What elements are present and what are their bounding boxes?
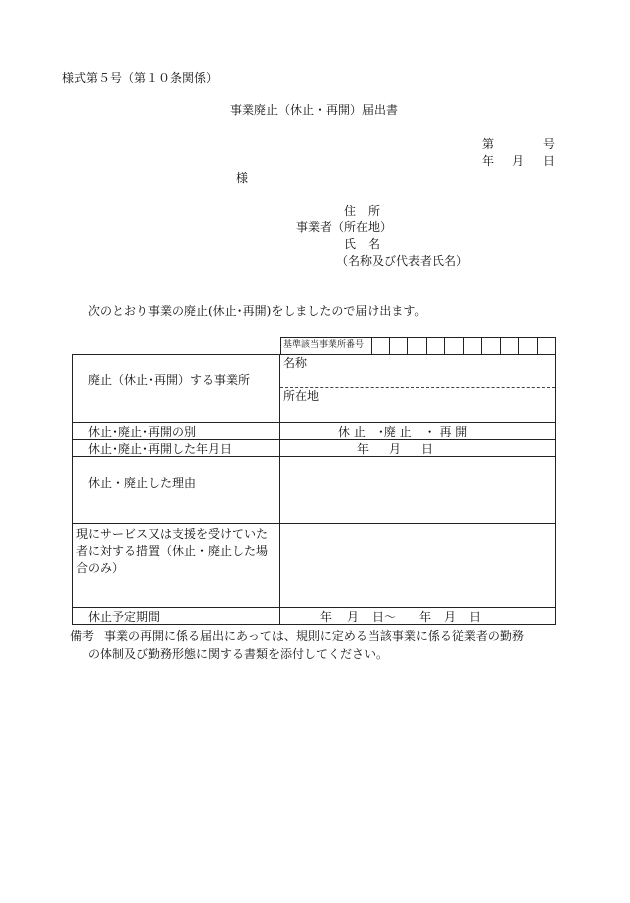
type-value: 休 止 ･廃 止 ・ 再 開 (338, 425, 468, 439)
form-title: 事業廃止（休止・再開）届出書 (230, 103, 399, 117)
office-code-divider (481, 337, 482, 355)
table-row-divider (72, 523, 556, 524)
table-row-divider (72, 607, 556, 608)
number-prefix: 第 (482, 137, 495, 151)
office-code-divider (537, 337, 538, 355)
office-code-divider (463, 337, 464, 355)
name-sub-label: （名称及び代表者氏名） (336, 254, 469, 268)
table-row-divider (72, 456, 556, 457)
office-label: 廃止（休止･再開）する事業所 (88, 373, 251, 387)
table-row-divider (72, 422, 556, 423)
period-to-month: 月 (444, 610, 457, 624)
office-code-divider (407, 337, 408, 355)
date-label: 休止･廃止･再開した年月日 (88, 442, 233, 456)
addressee: 様 (236, 171, 249, 185)
number-suffix: 号 (543, 137, 556, 151)
form-number: 様式第５号（第１０条関係） (62, 71, 219, 85)
date-year-cell: 年 (357, 442, 370, 456)
office-code-divider (426, 337, 427, 355)
period-from-month: 月 (347, 610, 360, 624)
office-code-divider (500, 337, 501, 355)
office-code-divider (371, 337, 372, 355)
period-to-day: 日 (469, 610, 482, 624)
date-day-cell: 日 (421, 442, 434, 456)
office-name-label: 名称 (283, 356, 308, 370)
office-location-label: 所在地 (283, 389, 320, 403)
note-text-2: の体制及び勤務形態に関する書類を添付してください。 (88, 647, 389, 661)
period-from-year: 年 (320, 610, 333, 624)
reason-label: 休止・廃止した理由 (88, 476, 197, 490)
measures-label: 現にサービス又は支援を受けていた者に対する措置（休止・廃止した場合のみ） (76, 527, 269, 575)
table-row-divider (72, 439, 556, 440)
date-month-cell: 月 (389, 442, 402, 456)
period-label: 休止予定期間 (88, 610, 161, 624)
period-to-year: 年 (419, 610, 432, 624)
table-column-divider (279, 354, 280, 625)
office-code-divider (518, 337, 519, 355)
office-code-label: 基準該当事業所番号 (283, 340, 365, 350)
address-label: 住 所 (344, 204, 381, 218)
date-month: 月 (512, 154, 525, 168)
office-code-divider (389, 337, 390, 355)
intro-text: 次のとおり事業の廃止(休止･再開)をしましたので届け出ます。 (88, 304, 427, 318)
date-day: 日 (543, 154, 556, 168)
operator-label: 事業者（所在地） (296, 220, 393, 234)
date-year: 年 (482, 154, 495, 168)
type-label: 休止･廃止･再開の別 (88, 425, 197, 439)
note-label: 備考 (70, 629, 95, 643)
name-label: 氏 名 (344, 237, 381, 251)
office-code-divider (444, 337, 445, 355)
office-dashed-divider (280, 387, 555, 388)
note-text: 事業の再開に係る届出にあっては、規則に定める当該事業に係る従業者の勤務 (104, 629, 524, 643)
period-from-day: 日～ (372, 610, 397, 624)
